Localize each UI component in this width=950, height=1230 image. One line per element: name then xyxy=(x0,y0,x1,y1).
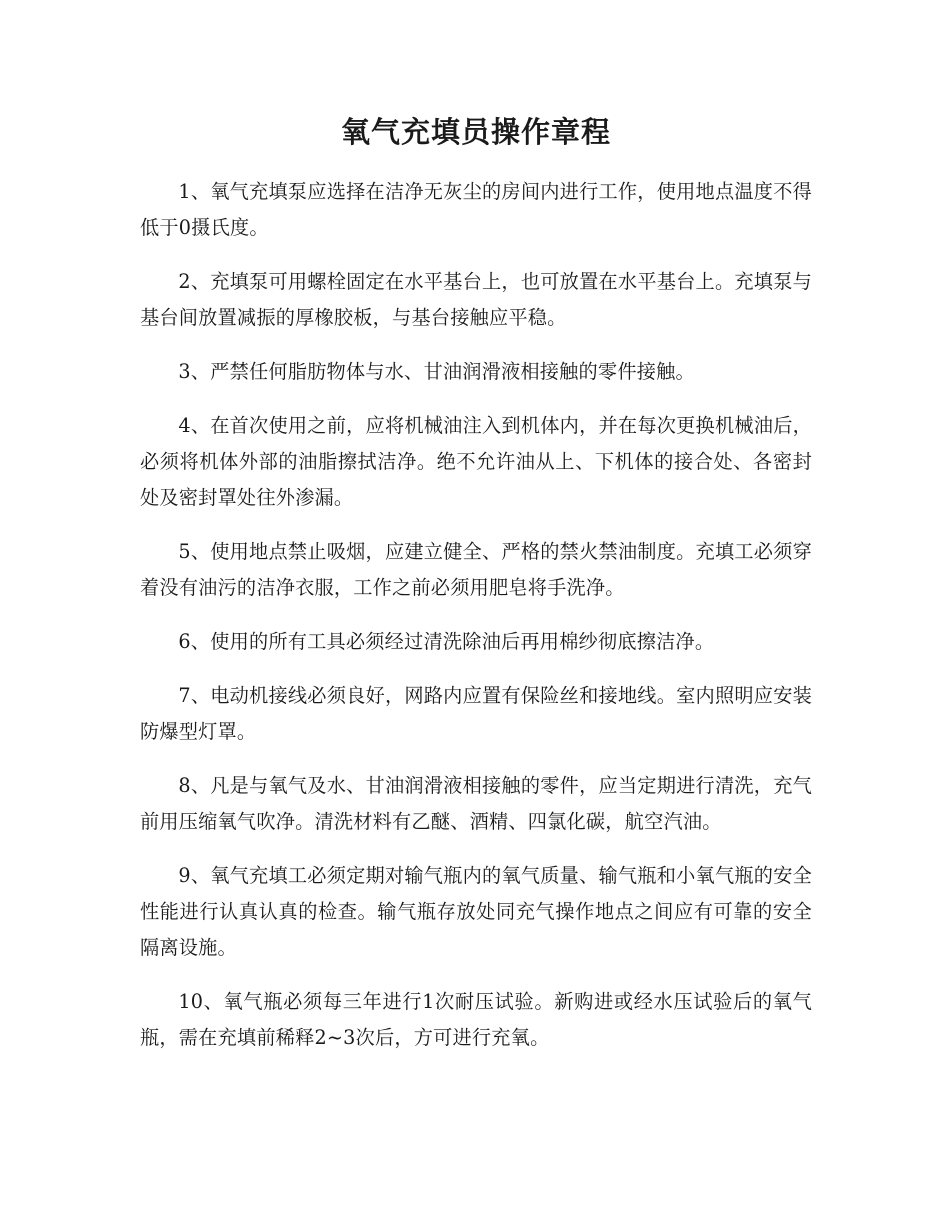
paragraph-3: 3、严禁任何脂肪物体与水、甘油润滑液相接触的零件接触。 xyxy=(178,360,695,383)
paragraph-6: 6、使用的所有工具必须经过清洗除油后再用棉纱彻底擦洁净。 xyxy=(178,630,715,653)
paragraph-7: 7、电动机接线必须良好，网路内应置有保险丝和接地线。室内照明应安装防爆型灯罩。 xyxy=(140,684,812,743)
paragraph-9: 9、氧气充填工必须定期对输气瓶内的氧气质量、输气瓶和小氧气瓶的安全性能进行认真认真的检查。输气瓶存放处同充气操作地点之间应有可靠的安全隔离设施。 xyxy=(140,864,812,959)
paragraph-4: 4、在首次使用之前，应将机械油注入到机体内，并在每次更换机械油后，必须将机体外部的油脂擦拭洁净。绝不允许油从上、下机体的接合处、各密封处及密封罩处往外渗漏。 xyxy=(140,414,812,509)
paragraph-8: 8、凡是与氧气及水、甘油润滑液相接触的零件，应当定期进行清洗，充气前用压缩氧气吹净。清洗材料有乙醚、酒精、四氯化碳，航空汽油。 xyxy=(140,774,812,833)
paragraph-10: 10、氧气瓶必须每三年进行1次耐压试验。新购进或经水压试验后的氧气瓶，需在充填前稀释2~3次后，方可进行充氧。 xyxy=(140,990,812,1049)
paragraph-2: 2、充填泵可用螺栓固定在水平基台上，也可放置在水平基台上。充填泵与基台间放置减振的厚橡胶板，与基台接触应平稳。 xyxy=(140,270,812,329)
document-title: 氧气充填员操作章程 xyxy=(340,115,611,149)
paragraph-5: 5、使用地点禁止吸烟，应建立健全、严格的禁火禁油制度。充填工必须穿着没有油污的洁净衣服，工作之前必须用肥皂将手洗净。 xyxy=(140,540,812,599)
document-page xyxy=(140,112,812,1074)
paragraph-1: 1、氧气充填泵应选择在洁净无灰尘的房间内进行工作，使用地点温度不得低于0摄氏度。 xyxy=(140,180,812,239)
